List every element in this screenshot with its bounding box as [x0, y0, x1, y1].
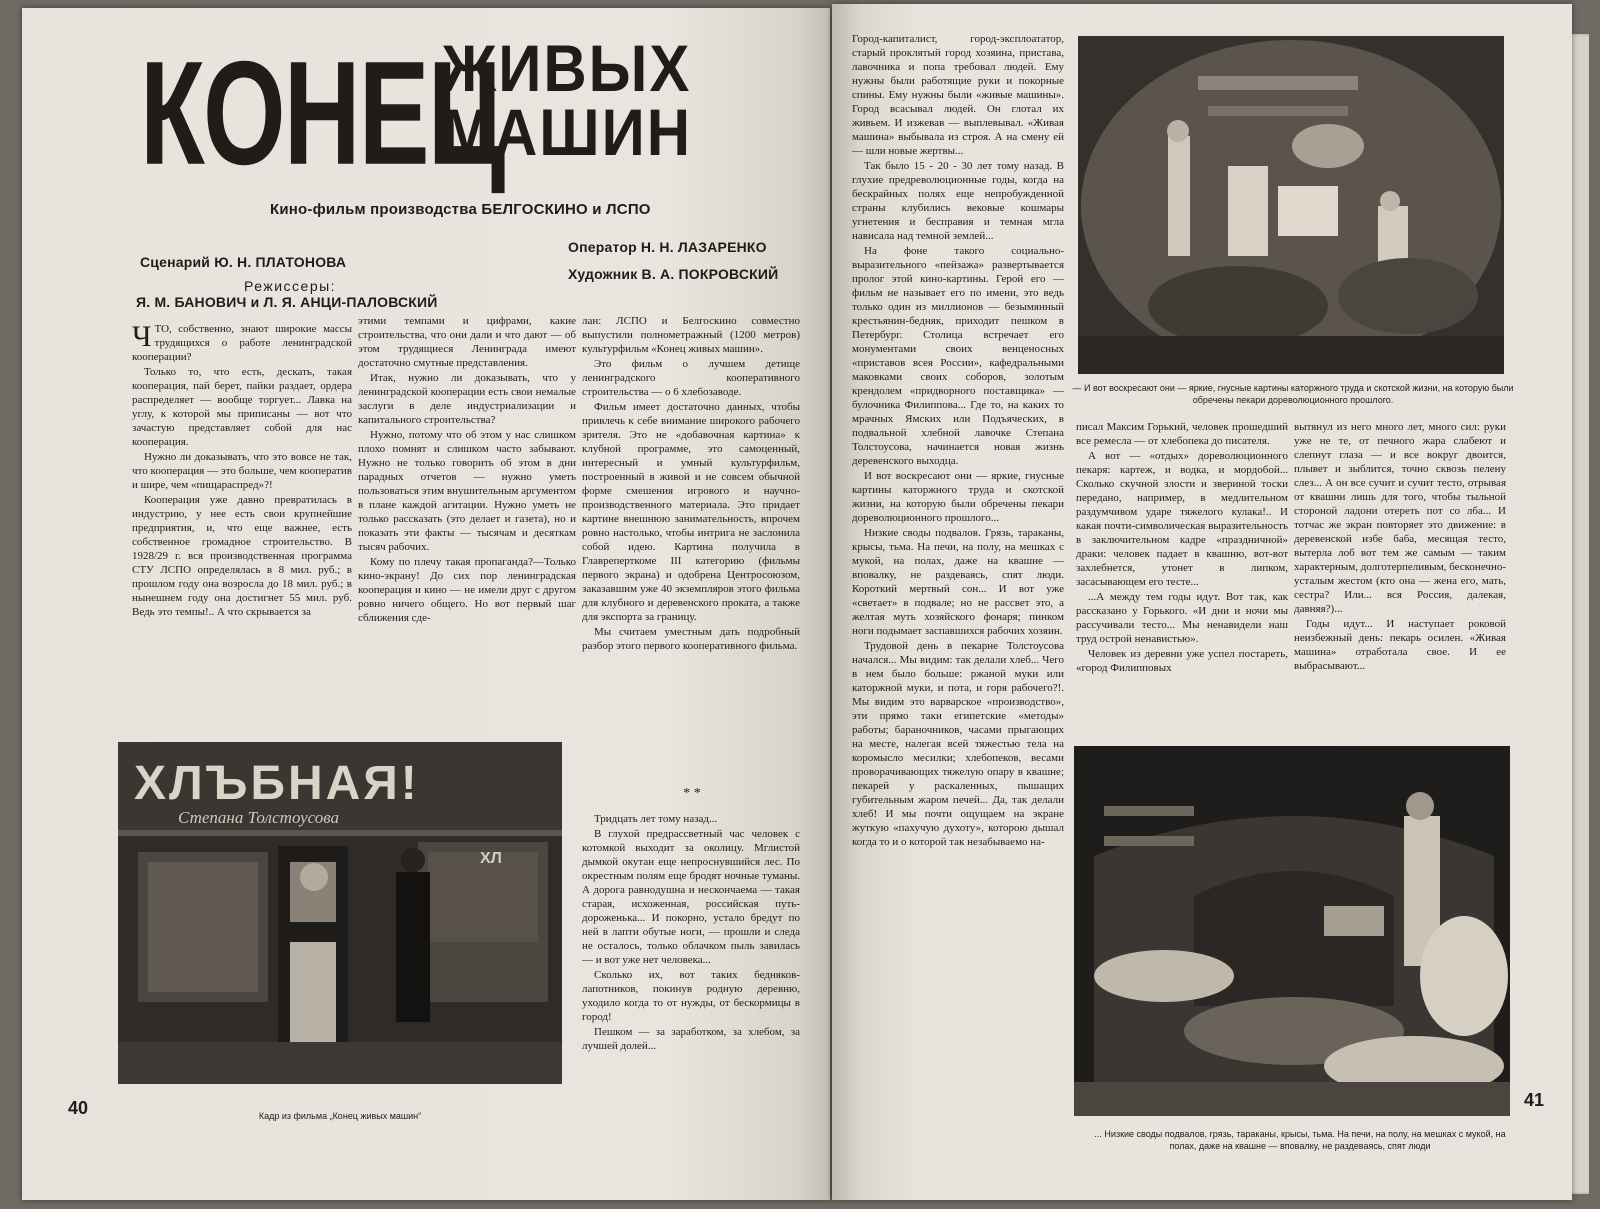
paragraph: ...А между тем годы идут. Вот так, как рассказано у Горького. «И дни и ночи мы рассучивали тесто... Мы ненавидели наш труд острой ненавистью».: [1076, 591, 1288, 645]
paragraph: Только то, что есть, дескать, такая кооперация, пай берет, пайки раздает, ордера распределяет — вообще торгует... Лавка на углу, к которой мы приписаны — вот что зачастую представляет собой для нас кооперация.: [132, 366, 352, 448]
paragraph: Итак, нужно ли доказывать, что у ленинградской кооперации есть свои немалые заслуги в деле индустриализации и капитального строительства?: [358, 372, 576, 426]
paragraph: В глухой предрассветный час человек с котомкой выходит за околицу. Мглистой дымкой окутан еще непроснувшийся лес. По окрестным полям еще бродят ночные туманы. А дорога равнодушна и нескончаема — такая старая, исхоженная, российская путь-дороженька... И покорно, устало бредут по ней в лапти обутые ноги, — прошли и следа не осталось, только облачком пыль завилась — и вот уже нет человека...: [582, 828, 800, 966]
operator-credit: Оператор Н. Н. ЛАЗАРЕНКО: [568, 239, 767, 255]
paragraph: Так было 15 - 20 - 30 лет тому назад. В глухие предреволюционные годы, когда на бескрайных полях еще непробужденной страны клубились вековые кошмары угнетения и бесправия и темная мгла нависала над темной землей...: [852, 160, 1064, 242]
paragraph: А вот — «отдых» дореволюционного пекаря: картеж, и водка, и мордобой... Сколько скучной злости и звериной тоски передано, например, в медлительном раздумчивом ударе тяжелого кулака!.. И какая почти-символическая выразительность в заключительном кадре «праздничной» драки: человек падает в квашню, вот-вот захлебнется, утонет в липком, засасывающем его тесте...: [1076, 450, 1288, 588]
sleeping-photo-caption: ... Низкие своды подвалов, грязь, тараканы, крысы, тьма. На печи, на полу, на мешках с мукой, на полах, даже на квашне — вповалку, не раздеваясь, спят люди: [1094, 1129, 1506, 1151]
paragraph: Фильм имеет достаточно данных, чтобы привлечь к себе внимание широкого рабочего зрителя. Это не «добавочная картина» к клубной программе, это самоценный, интересный и умный культурфильм, построенный в живой и не совсем обычной форме смешения игрового и научно-производственного материала. Это придает картине внешнюю занимательность, впрочем ровно настолько, чтобы интрига не заслонила собой идею. Картина получила в Главреперткоме III категорию (фильмы первого экрана) и одобрена Центросоюзом, заказавшим уже 40 экземпляров этого фильма для клубного и деревенского проката, а также для экспорта за границу.: [582, 401, 800, 623]
page-number-right: 41: [1524, 1090, 1545, 1110]
left-text-column-2: [358, 314, 576, 730]
directors-label: Режиссеры:: [244, 278, 337, 294]
paragraph: На фоне такого социально-выразительного «пейзажа» развертывается пролог этой кино-картины. Герой его — фильм не называет его по имени, это ведь только один из миллионов — безымянный крестьянин-бедняк, приходит пешком в Петербург. Столица встречает его монументами своих венценосных «приставов всея России», кафедральными маковками своих соборов, золотым крендолем «придворного поставщика» — булочника Филиппова... Где то, на каких то мрачных Ямских или Подъяческих, в подвальной хлебной лавочке Степана Толстоусова, начинается новая жизнь деревенского выходца.: [852, 245, 1064, 467]
left-text-column-3b: [582, 812, 800, 1130]
right-text-column-2: [1076, 420, 1288, 742]
title-word-zhivykh: ЖИВЫХ: [442, 31, 692, 106]
bakery-storefront-photo: [118, 742, 562, 1084]
title-word-mashin: МАШИН: [442, 95, 693, 170]
right-page: [832, 4, 1572, 1200]
right-text-column-1: [852, 32, 1064, 1192]
photo-shop-sign-owner: Степана Толстоусова: [178, 808, 340, 827]
paragraph: Кому по плечу такая пропаганда?—Только кино-экрану! До сих пор ленинградская кооперация и кино — не имели друг с другом ровно ничего общего. Но вот первый шаг сближения сде-: [358, 556, 576, 624]
drop-cap: Ч: [132, 322, 152, 353]
bakery-photo-caption: Кадр из фильма „Конец живых машин“: [258, 1111, 422, 1121]
paragraph: Нужно, потому что об этом у нас слишком плохо помнят и слишком часто забывают. Нужно не только говорить об этом в дни парадных отчетов — нужно уметь пользоваться этим внушительным аргументом в плане каждой агитации. Нужно уметь не только рассказать (это делает и газета), но и показать эти факты — тысячам и десяткам тысяч рабочих.: [358, 429, 576, 553]
bakery-workers-photo: [1078, 36, 1504, 374]
paragraph: Это фильм о лучшем детище ленинградского кооперативного строительства — о 6 хлебозаводе.: [582, 358, 800, 398]
paragraph: писал Максим Горький, человек прошедший все ремесла — от хлебопека до писателя.: [1076, 421, 1288, 447]
paragraph: Пешком — за заработком, за хлебом, за лучшей долей...: [582, 1026, 800, 1052]
page-number-left: 40: [68, 1098, 89, 1118]
paragraph: Нужно ли доказывать, что это вовсе не так, что кооперация — это больше, чем кооператив и шире, чем «пищараспред»?!: [132, 451, 352, 491]
production-credit: Кино-фильм производства БЕЛГОСКИНО и ЛСПО: [270, 201, 651, 218]
left-text-column-1: [132, 322, 352, 732]
paragraph: Город-капиталист, город-эксплоататор, старый проклятый город хозяина, пристава, лавочника и попа требовал людей. Ему нужны были работящие руки и покорные спины. Ему нужны были «живые машины». Город всасывал людей. Он глотал их живьем. И изжевав — выплевывал. «Живая машина» выбывала из строя. А на смену ей — шли новые жертвы...: [852, 33, 1064, 157]
photo-shop-side-sign: ХЛ: [480, 850, 502, 867]
paragraph: И вот воскресают они — яркие, гнусные картины каторжного труда и скотской жизни, на которую были обречены пекари дореволюционного прошлого...: [852, 470, 1064, 524]
paragraph: Кооперация уже давно превратилась в индустрию, у нее есть свои крупнейшие предприятия, и, что еще важнее, есть собственное громадное строительство. В 1928/29 г. вся производственная программа СТУ ЛСПО определялась в 8 мил. руб.; в прошлом году она возросла до 18 мил. руб.; в нынешнем году она достигнет 55 мил. руб. Ведь это темпы!.. А что скрывается за: [132, 494, 352, 618]
workers-photo-caption: — И вот воскресают они — яркие, гнусные картины каторжного труда и скотской жизни, на которую были обречены пекари дореволюционного прошлого.: [1072, 383, 1514, 405]
section-divider-stars: * *: [683, 786, 701, 801]
scenario-credit: Сценарий Ю. Н. ПЛАТОНОВА: [140, 254, 347, 270]
paragraph: ТО, собственно, знают широкие массы трудящихся о работе ленинградской кооперации?: [132, 323, 352, 363]
paragraph: Годы идут... И наступает роковой неизбежный день: пекарь осилен. «Живая машина» отработала свое. И ее выбрасывают...: [1294, 618, 1506, 672]
paragraph: лан: ЛСПО и Белгоскино совместно выпустили полнометражный (1200 метров) культурфильм «Конец живых машин».: [582, 315, 800, 355]
artist-credit: Художник В. А. ПОКРОВСКИЙ: [568, 266, 779, 282]
paragraph: Сколько их, вот таких бедняков-лапотников, покинув родную деревню, уходило когда то от нужды, от бескормицы в город!: [582, 969, 800, 1023]
paragraph: вытянул из него много лет, много сил: руки уже не те, от печного жара слабеют и слепнут глаза — и все вокруг двоится, плывет и зыблится, точно сквозь пелену слез... А он все сучит и сучит тесто, отрывая от квашни лишь для того, чтобы тыльной стороной ладони отереть пот со лба... И тотчас же экран повторяет это движение: в деревенской избе баба, месящая тесто, вытерла лоб вот тем же самым — таким характерным, долготерпеливым, бесконечно-усталым жестом (кто она — жена его, мать, сестра? Или... вся Россия, далекая, давняя?)...: [1294, 421, 1506, 615]
paragraph: Мы считаем уместным дать подробный разбор этого первого кооперативного фильма.: [582, 626, 800, 652]
right-text-column-3: [1294, 420, 1506, 738]
directors-credit: Я. М. БАНОВИЧ и Л. Я. АНЦИ-ПАЛОВСКИЙ: [136, 294, 438, 310]
paragraph: этими темпами и цифрами, какие строительства, что они дали и что дают — об этом трудящиеся Ленинграда имеют достаточно смутные представления.: [358, 315, 576, 369]
sleeping-bakers-photo: [1074, 746, 1510, 1116]
paragraph: Тридцать лет тому назад...: [594, 813, 718, 825]
left-page: [22, 8, 830, 1200]
paragraph: Трудовой день в пекарне Толстоусова начался... Мы видим: так делали хлеб... Чего в нем было больше: ржаной муки или каторжной муки, и пота, и горя рабочего?!. Мы видим это варварское «производство», эти прямо таки египетские «методы» работы; бараночников, часами прыгающих на месте, налегая всей тяжестью тела на коромысло месилки; хлебопеков, весами проворачивающих тяжелую опару в квашне; пекарей у раскаленных, пышащих губительным жаром печей... Да, так делали хлеб! И мы почти ощущаем на экране жуткую «пахучую духоту», которою дышал когда то и о которой так незабываемо на-: [852, 640, 1064, 848]
photo-shop-sign: ХЛЪБНАЯ!: [134, 757, 420, 810]
left-text-column-3a: [582, 314, 800, 784]
paragraph: Низкие своды подвалов. Грязь, тараканы, крысы, тьма. На печи, на полу, на мешках с мукой, на полах, даже на квашне — вповалку, не раздеваясь, спят люди. Короткий мертвый сон... И вот уже «светает» в подвале; но не рассвет это, а желтая муть хозяйского фонаря; пинком ноги подымает заспавшихся рабочих хозяин.: [852, 527, 1064, 637]
title-word-konets: КОНЕЦ: [140, 31, 504, 197]
paragraph: Человек из деревни уже успел постареть, «город Филипповых: [1076, 648, 1288, 674]
